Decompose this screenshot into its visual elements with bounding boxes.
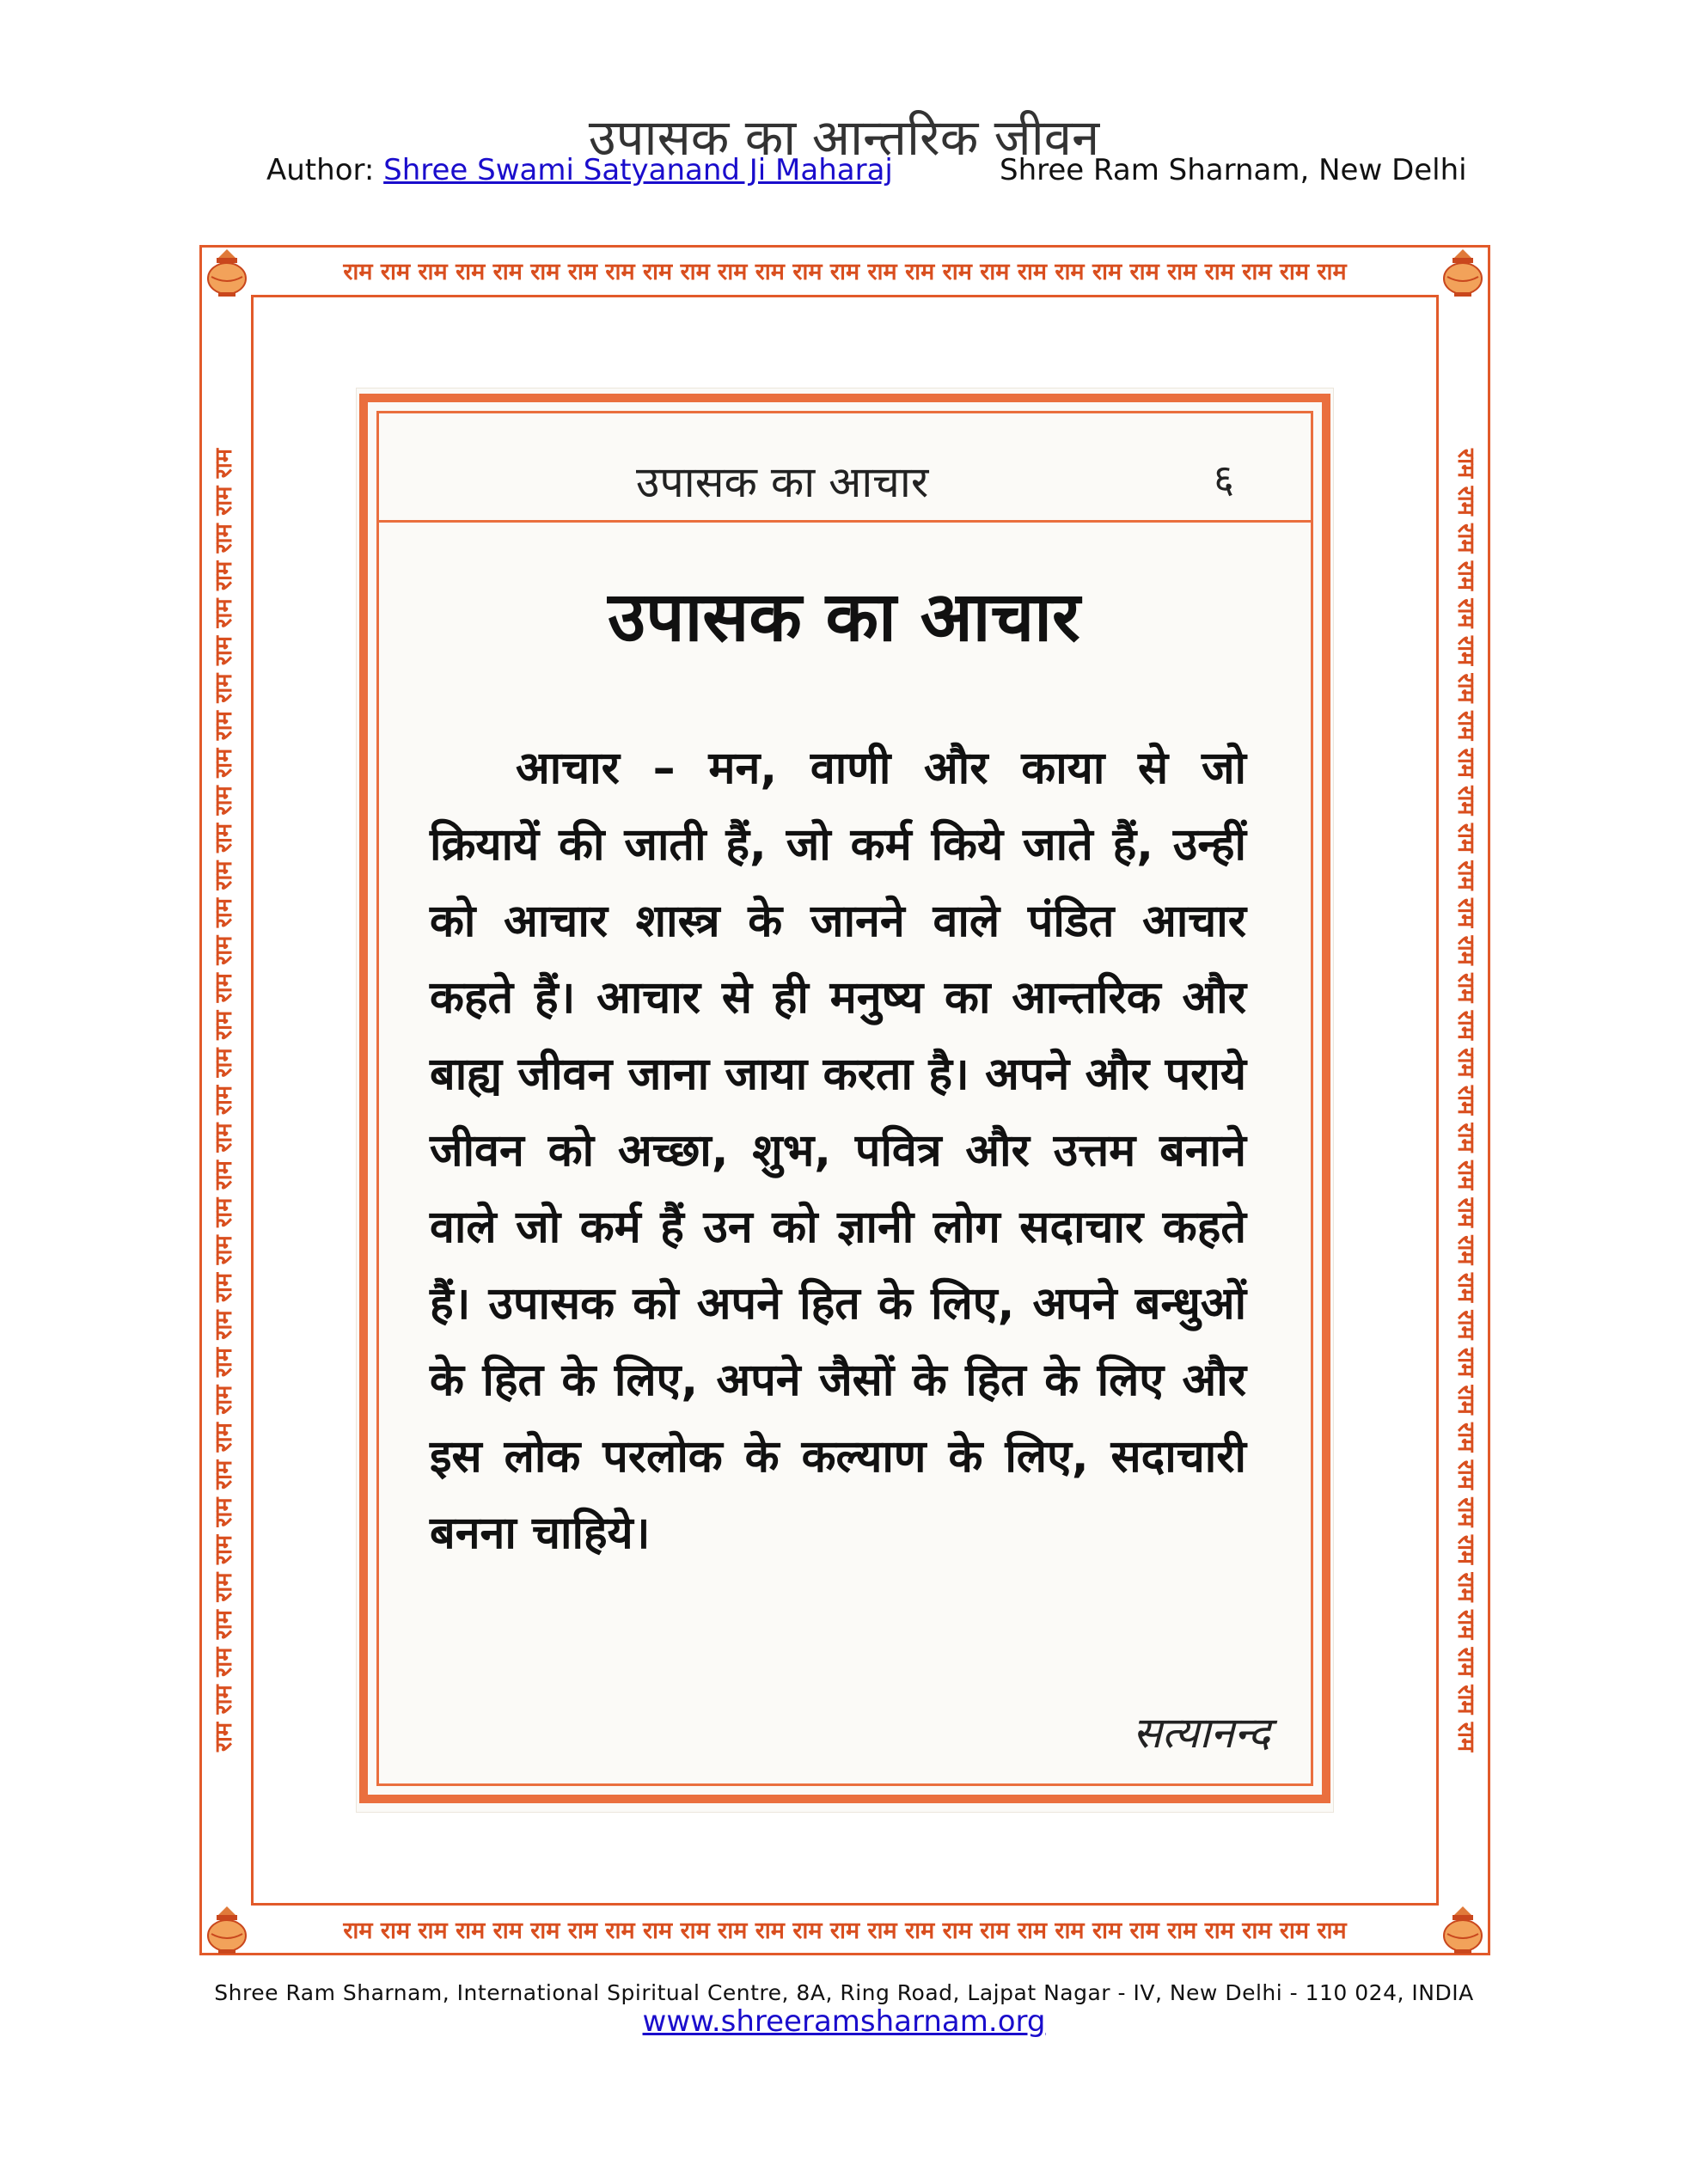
kalash-icon [203,1903,251,1955]
website-link[interactable]: www.shreeramsharnam.org [642,2004,1046,2039]
kalash-icon [203,246,251,297]
ram-border-bottom: राम राम राम राम राम राम राम राम राम राम राम राम राम राम राम राम राम राम राम राम राम राम राम राम राम राम राम [343,1918,1347,1944]
document-title: उपासक का आन्तरिक जीवन [588,108,1100,167]
ram-border-left: राम राम राम राम राम राम राम राम राम राम राम राम राम राम राम राम राम राम राम राम राम राम राम राम राम राम राम राम राम राम राम राम राम राम राम [211,449,237,1752]
ram-border-top: राम राम राम राम राम राम राम राम राम राम राम राम राम राम राम राम राम राम राम राम राम राम राम राम राम राम राम [343,259,1347,285]
body-paragraph: आचार – मन, वाणी और काया से जो क्रियायें की जाती हैं, जो कर्म किये जाते हैं, उन्हीं को आचार शास्त्र के जानने वाले पंडित आचार कहते हैं। आचार से ही मनुष्य का आन्तरिक और बाह्य जीवन जाना जाया करता है। अपने और पराये जीवन को अच्छा, शुभ, पवित्र और उत्तम बनाने वाले जो कर्म हैं उन को ज्ञानी लोग सदाचार कहते हैं। उपासक को अपने हित के लिए, अपने बन्धुओं के हित के लिए, अपने जैसों के हित के लिए और इस लोक परलोक के कल्याण के लिए, सदाचारी बनना चाहिये। [430,743,1246,1559]
running-head: उपासक का आचार [636,457,929,507]
author-prefix: Author: [266,153,384,187]
kalash-icon [1439,1903,1487,1955]
author-line [266,153,893,187]
author-link[interactable]: Shree Swami Satyanand Ji Maharaj [383,153,893,187]
page-number: ६ [1214,456,1234,502]
chapter-title: उपासक का आचार [608,577,1080,657]
kalash-icon [1439,246,1487,297]
signature: सत्यानन्द [1133,1708,1270,1758]
footer-address: Shree Ram Sharnam, International Spiritual Centre, 8A, Ring Road, Lajpat Nagar - IV, New Delhi - 110 024, INDIA [214,1980,1474,2005]
footer-url-line [0,2004,1688,2039]
ram-border-right: राम राम राम राम राम राम राम राम राम राम राम राम राम राम राम राम राम राम राम राम राम राम राम राम राम राम राम राम राम राम राम राम राम राम राम [1453,449,1479,1752]
running-head-rule [376,520,1313,523]
publisher-name: Shree Ram Sharnam, New Delhi [1000,153,1467,187]
